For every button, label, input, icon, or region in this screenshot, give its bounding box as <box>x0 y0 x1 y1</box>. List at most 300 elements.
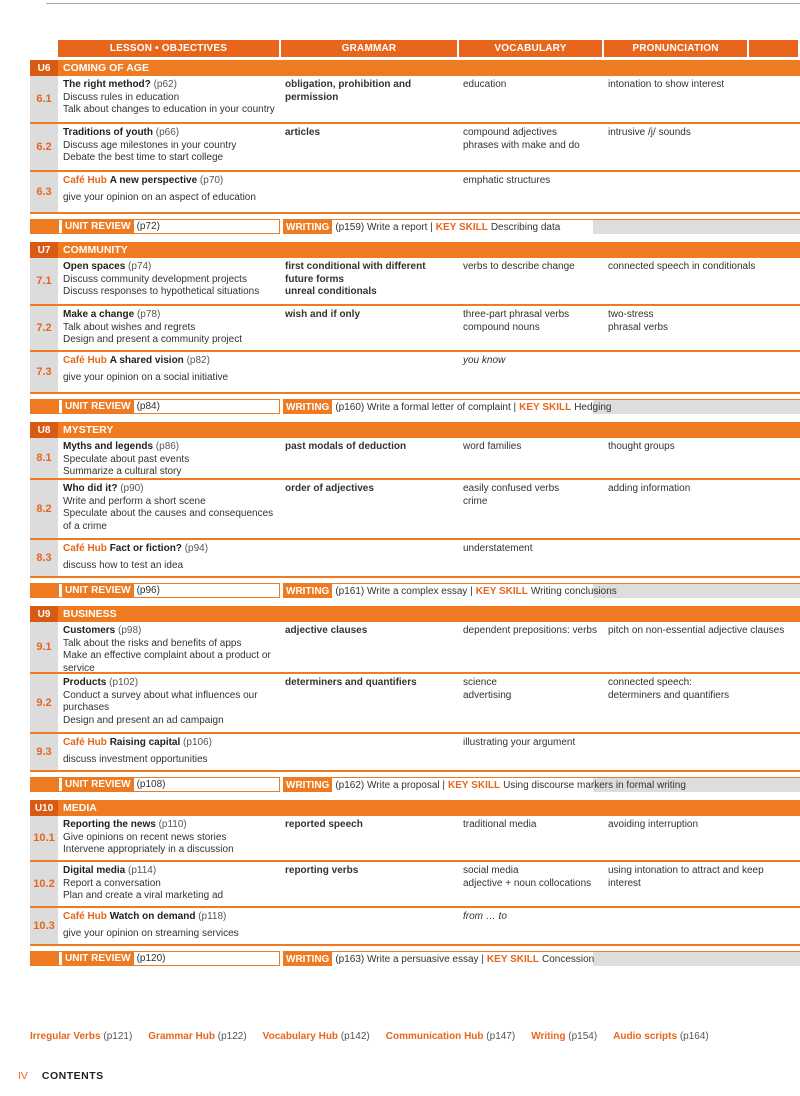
pronunciation-item: determiners and quantifiers <box>608 689 730 701</box>
lesson-title: Customers <box>63 625 116 636</box>
review-spacer <box>30 399 58 414</box>
unit-code: U8 <box>30 422 58 438</box>
footer-link[interactable] <box>531 1031 597 1042</box>
vocabulary-item: illustrating your argument <box>463 737 576 748</box>
writing-page: (p159) Write a report | <box>335 221 433 233</box>
lesson-title: Open spaces <box>63 261 126 272</box>
unit-review[interactable] <box>58 219 280 234</box>
lesson-number: 6.2 <box>30 124 58 170</box>
writing-review[interactable] <box>283 399 800 414</box>
vocabulary-cell <box>458 862 603 906</box>
objective: Discuss responses to hypothetical situations <box>63 286 260 297</box>
objective: Talk about the risks and benefits of apps <box>63 637 242 649</box>
grammar-item: past modals of deduction <box>285 441 407 452</box>
grammar-cell <box>280 258 458 304</box>
lesson-title-line <box>63 865 280 878</box>
lesson-title-line <box>63 355 280 368</box>
unit-header <box>30 422 800 438</box>
pronunciation-item: using intonation to attract and keep interest <box>608 865 764 889</box>
objective: Speculate about the causes and consequences of a crime <box>63 508 274 532</box>
lesson-row <box>30 258 800 306</box>
writing-label: WRITING <box>283 220 332 234</box>
unit-title: BUSINESS <box>63 608 117 620</box>
footer-link[interactable] <box>30 1031 132 1042</box>
lesson-title: Who did it? <box>63 483 118 494</box>
lesson-row <box>30 674 800 734</box>
key-skill-label: KEY SKILL <box>435 221 488 233</box>
lesson-title-line <box>63 309 280 322</box>
writing-label: WRITING <box>283 952 332 966</box>
lesson-row <box>30 172 800 214</box>
pronunciation-cell <box>603 352 800 392</box>
objective: Discuss age milestones in your country <box>63 139 237 151</box>
pronunciation-cell <box>603 306 800 350</box>
section-title: CONTENTS <box>41 1070 104 1082</box>
writing-label: WRITING <box>283 778 332 792</box>
lesson-row <box>30 540 800 578</box>
vocabulary-item: dependent prepositions: verbs <box>463 625 597 636</box>
lesson-row <box>30 734 800 772</box>
writing-page: (p161) Write a complex essay | <box>335 585 473 597</box>
grammar-item: order of adjectives <box>285 483 374 494</box>
unit-review-label: UNIT REVIEW <box>62 952 134 965</box>
lesson-page: (p66) <box>155 127 180 138</box>
pronunciation-item: connected speech: <box>608 677 692 688</box>
vocabulary-cell <box>458 540 603 576</box>
vocabulary-cell <box>458 172 603 212</box>
unit-review-label: UNIT REVIEW <box>62 778 134 791</box>
footer-link-page: (p154) <box>568 1031 598 1042</box>
unit-review-row <box>30 951 800 966</box>
lesson-title-line <box>63 625 280 638</box>
vocabulary-item: three-part phrasal verbs <box>463 309 570 320</box>
vocabulary-cell <box>458 306 603 350</box>
cafe-hub-label: Café Hub <box>63 355 107 366</box>
lesson-number: 6.1 <box>30 76 58 122</box>
unit-review-page: (p96) <box>136 585 160 596</box>
lesson-objectives <box>58 352 280 392</box>
lesson-objectives <box>58 908 280 944</box>
footer-link[interactable] <box>263 1031 370 1042</box>
objective: Design and present an ad campaign <box>63 714 224 726</box>
lesson-objectives <box>58 674 280 732</box>
lesson-objectives <box>58 816 280 860</box>
vocabulary-cell <box>458 622 603 672</box>
header-lesson: LESSON • OBJECTIVES <box>58 40 279 57</box>
key-skill-text: Concession <box>541 953 595 965</box>
unit-code: U6 <box>30 60 58 76</box>
grammar-item: obligation, prohibition and permission <box>285 79 412 103</box>
grammar-item: first conditional with different future forms <box>285 261 426 285</box>
vocabulary-item: emphatic structures <box>463 175 551 186</box>
header-grammar: GRAMMAR <box>281 40 457 57</box>
vocabulary-cell <box>458 674 603 732</box>
key-skill-text: Using discourse markers in formal writing <box>503 779 686 791</box>
vocabulary-item: you know <box>463 355 506 366</box>
lesson-title: Products <box>63 677 107 688</box>
objective: Make an effective complaint about a product or service <box>63 650 271 674</box>
review-spacer <box>30 219 58 234</box>
lesson-number: 8.3 <box>30 540 58 576</box>
pronunciation-cell <box>603 540 800 576</box>
writing-page: (p162) Write a proposal | <box>335 779 446 791</box>
lesson-number: 6.3 <box>30 172 58 212</box>
key-skill-text: Writing conclusions <box>530 585 617 597</box>
lesson-title-line <box>63 677 280 690</box>
objective: Report a conversation <box>63 877 161 889</box>
footer-link-page: (p164) <box>679 1031 709 1042</box>
vocabulary-cell <box>458 76 603 122</box>
unit-title: COMING OF AGE <box>63 62 149 74</box>
lesson-page: (p118) <box>198 911 227 922</box>
vocabulary-item: easily confused verbs <box>463 483 560 494</box>
vocabulary-item: education <box>463 79 507 90</box>
unit-code: U9 <box>30 606 58 622</box>
vocabulary-item: word families <box>463 441 522 452</box>
objective: Speculate about past events <box>63 453 190 465</box>
lesson-objectives <box>58 862 280 906</box>
lesson-objectives <box>58 172 280 212</box>
lesson-row <box>30 862 800 908</box>
vocabulary-item: science <box>463 677 497 688</box>
page-footer <box>18 1070 104 1082</box>
objective: give your opinion on a social initiative <box>63 371 229 383</box>
unit-review[interactable] <box>58 583 280 598</box>
writing-review[interactable] <box>283 951 800 966</box>
unit-review[interactable] <box>58 777 280 792</box>
pronunciation-cell <box>603 674 800 732</box>
unit-review-page: (p108) <box>136 779 166 790</box>
objective: discuss investment opportunities <box>63 753 208 765</box>
lesson-row <box>30 438 800 480</box>
lesson-row <box>30 480 800 540</box>
lesson-page: (p78) <box>136 309 161 320</box>
unit-review-label: UNIT REVIEW <box>62 400 134 413</box>
vocabulary-item: social media <box>463 865 519 876</box>
vocabulary-cell <box>458 258 603 304</box>
lesson-title: Fact or fiction? <box>109 543 182 554</box>
header-vocabulary: VOCABULARY <box>459 40 602 57</box>
lesson-page: (p106) <box>183 737 212 748</box>
pronunciation-item: thought groups <box>608 441 675 452</box>
vocabulary-item: advertising <box>463 689 512 701</box>
lesson-title-line <box>63 79 280 92</box>
pronunciation-item: connected speech in conditionals <box>608 261 756 272</box>
top-rule <box>46 3 800 4</box>
lesson-page: (p86) <box>155 441 180 452</box>
pronunciation-cell <box>603 862 800 906</box>
pronunciation-cell <box>603 258 800 304</box>
lesson-page: (p82) <box>186 355 210 366</box>
pronunciation-item: adding information <box>608 483 691 494</box>
vocabulary-cell <box>458 480 603 538</box>
unit-code: U10 <box>30 800 58 816</box>
vocabulary-cell <box>458 438 603 478</box>
vocabulary-item: compound adjectives <box>463 127 557 138</box>
unit-title: COMMUNITY <box>63 244 128 256</box>
pronunciation-cell <box>603 480 800 538</box>
writing-review[interactable] <box>283 583 800 598</box>
lesson-row <box>30 816 800 862</box>
objective: Design and present a community project <box>63 334 242 345</box>
objective: Conduct a survey about what influences our purchases <box>63 689 258 713</box>
unit-review-page: (p84) <box>136 401 160 412</box>
unit-header <box>30 606 800 622</box>
grammar-item: reported speech <box>285 819 363 830</box>
grammar-cell <box>280 306 458 350</box>
lesson-title-line <box>63 911 280 924</box>
footer-link-label: Vocabulary Hub <box>262 1031 339 1042</box>
footer-link-label: Irregular Verbs <box>30 1031 101 1042</box>
vocabulary-cell <box>458 352 603 392</box>
vocabulary-item: from … to <box>463 911 507 922</box>
objective: give your opinion on streaming services <box>63 927 239 939</box>
lesson-page: (p114) <box>128 865 157 876</box>
grammar-cell <box>280 734 458 770</box>
unit-review-label: UNIT REVIEW <box>62 584 134 597</box>
lesson-page: (p74) <box>128 261 152 272</box>
grammar-cell <box>280 352 458 392</box>
unit-review-row <box>30 583 800 598</box>
grammar-cell <box>280 438 458 478</box>
cafe-hub-label: Café Hub <box>63 737 107 748</box>
lesson-title: Raising capital <box>109 737 181 748</box>
pronunciation-item: two-stress <box>608 309 654 320</box>
writing-review[interactable] <box>283 777 800 792</box>
lesson-objectives <box>58 480 280 538</box>
lesson-title-line <box>63 737 280 750</box>
lesson-title-line <box>63 261 280 274</box>
pronunciation-cell <box>603 734 800 770</box>
key-skill-label: KEY SKILL <box>486 953 539 965</box>
lesson-page: (p70) <box>199 175 224 186</box>
writing-page: (p160) Write a formal letter of complaint | <box>335 401 517 413</box>
lesson-objectives <box>58 306 280 350</box>
column-headers <box>58 40 800 57</box>
grammar-item: articles <box>285 127 321 138</box>
lesson-title: The right method? <box>63 79 151 90</box>
footer-link[interactable] <box>148 1031 246 1042</box>
vocabulary-cell <box>458 124 603 170</box>
key-skill-text: Hedging <box>574 401 612 413</box>
footer-link-label: Communication Hub <box>385 1031 484 1042</box>
unit-title: MYSTERY <box>63 424 114 436</box>
cafe-hub-label: Café Hub <box>63 175 107 186</box>
lesson-page: (p94) <box>184 543 209 554</box>
vocabulary-cell <box>458 908 603 944</box>
vocabulary-item: compound nouns <box>463 321 540 333</box>
cafe-hub-label: Café Hub <box>63 543 107 554</box>
unit-code: U7 <box>30 242 58 258</box>
unit-review[interactable] <box>58 951 280 966</box>
unit-header <box>30 60 800 76</box>
objective: Write and perform a short scene <box>63 495 206 507</box>
lesson-objectives <box>58 76 280 122</box>
key-skill-label: KEY SKILL <box>448 779 501 791</box>
lesson-page: (p62) <box>153 79 177 90</box>
lesson-title: Traditions of youth <box>63 127 153 138</box>
footer-link-page: (p147) <box>486 1031 516 1042</box>
lesson-objectives <box>58 734 280 770</box>
vocabulary-item: adjective + noun collocations <box>463 877 592 889</box>
lesson-page: (p98) <box>118 625 142 636</box>
objective: Intervene appropriately in a discussion <box>63 844 234 855</box>
vocabulary-item: verbs to describe change <box>463 261 575 272</box>
unit-review-label: UNIT REVIEW <box>62 220 134 233</box>
vocabulary-item: understatement <box>463 543 533 554</box>
header-extra <box>749 40 798 57</box>
lesson-number: 10.1 <box>30 816 58 860</box>
grammar-cell <box>280 540 458 576</box>
grammar-item: unreal conditionals <box>285 286 377 297</box>
pronunciation-cell <box>603 816 800 860</box>
pronunciation-item: phrasal verbs <box>608 321 669 333</box>
vocabulary-cell <box>458 734 603 770</box>
footer-link-label: Grammar Hub <box>148 1031 215 1042</box>
grammar-cell <box>280 908 458 944</box>
unit-title: MEDIA <box>63 802 97 814</box>
key-skill-text: Describing data <box>490 221 561 233</box>
lesson-title: Digital media <box>63 865 126 876</box>
writing-label: WRITING <box>283 584 332 598</box>
lesson-row <box>30 306 800 352</box>
writing-page: (p163) Write a persuasive essay | <box>335 953 484 965</box>
unit-review-row <box>30 777 800 792</box>
lesson-row <box>30 124 800 172</box>
lesson-title: Watch on demand <box>109 911 196 922</box>
pronunciation-cell <box>603 172 800 212</box>
objective: Discuss rules in education <box>63 91 180 103</box>
lesson-number: 10.3 <box>30 908 58 944</box>
unit-header <box>30 242 800 258</box>
lesson-number: 8.2 <box>30 480 58 538</box>
key-skill-label: KEY SKILL <box>519 401 572 413</box>
lesson-title-line <box>63 127 280 140</box>
objective: Talk about changes to education in your country <box>63 104 275 115</box>
objective: discuss how to test an idea <box>63 559 184 571</box>
pronunciation-cell <box>603 622 800 672</box>
lesson-row <box>30 76 800 124</box>
lesson-page: (p102) <box>109 677 139 688</box>
footer-link[interactable] <box>386 1031 515 1042</box>
page-number: IV <box>18 1070 28 1082</box>
grammar-cell <box>280 480 458 538</box>
lesson-page: (p110) <box>158 819 187 830</box>
vocabulary-item: phrases with make and do <box>463 139 580 151</box>
lesson-row <box>30 352 800 394</box>
lesson-title-line <box>63 441 280 454</box>
cafe-hub-label: Café Hub <box>63 911 107 922</box>
footer-link[interactable] <box>613 1031 709 1042</box>
footer-link-page: (p142) <box>340 1031 370 1042</box>
lesson-title: Reporting the news <box>63 819 156 830</box>
units-table <box>30 58 800 966</box>
footer-link-label: Audio scripts <box>613 1031 678 1042</box>
footer-link-label: Writing <box>531 1031 566 1042</box>
writing-review[interactable] <box>283 219 800 234</box>
header-pronunciation: PRONUNCIATION <box>604 40 747 57</box>
lesson-title-line <box>63 819 280 832</box>
key-skill-label: KEY SKILL <box>475 585 528 597</box>
unit-header <box>30 800 800 816</box>
vocabulary-item: crime <box>463 495 488 507</box>
vocabulary-item: traditional media <box>463 819 537 830</box>
pronunciation-cell <box>603 124 800 170</box>
lesson-objectives <box>58 124 280 170</box>
lesson-number: 9.3 <box>30 734 58 770</box>
footer-link-page: (p121) <box>103 1031 133 1042</box>
lesson-objectives <box>58 438 280 478</box>
lesson-row <box>30 622 800 674</box>
footer-link-page: (p122) <box>217 1031 247 1042</box>
lesson-title-line <box>63 483 280 496</box>
pronunciation-item: pitch on non-essential adjective clauses <box>608 625 785 636</box>
lesson-objectives <box>58 258 280 304</box>
footer-links <box>30 1031 709 1042</box>
lesson-number: 8.1 <box>30 438 58 478</box>
objective: Debate the best time to start college <box>63 152 224 163</box>
lesson-number: 7.3 <box>30 352 58 392</box>
pronunciation-cell <box>603 908 800 944</box>
lesson-number: 10.2 <box>30 862 58 906</box>
review-spacer <box>30 951 58 966</box>
writing-label: WRITING <box>283 400 332 414</box>
grammar-item: determiners and quantifiers <box>285 677 417 688</box>
objective: Talk about wishes and regrets <box>63 321 196 333</box>
unit-review-row <box>30 399 800 414</box>
unit-review-row <box>30 219 800 234</box>
grammar-cell <box>280 622 458 672</box>
objective: Give opinions on recent news stories <box>63 831 227 843</box>
unit-review[interactable] <box>58 399 280 414</box>
unit-review-page: (p120) <box>136 953 166 964</box>
objective: Summarize a cultural story <box>63 466 182 477</box>
pronunciation-cell <box>603 76 800 122</box>
grammar-item: wish and if only <box>285 309 361 320</box>
objective: Plan and create a viral marketing ad <box>63 890 224 901</box>
lesson-title: Make a change <box>63 309 135 320</box>
grammar-item: reporting verbs <box>285 865 359 876</box>
lesson-title: A shared vision <box>109 355 184 366</box>
grammar-cell <box>280 862 458 906</box>
pronunciation-item: intonation to show interest <box>608 79 725 90</box>
lesson-page: (p90) <box>120 483 144 494</box>
lesson-number: 7.1 <box>30 258 58 304</box>
lesson-title-line <box>63 543 280 556</box>
review-spacer <box>30 583 58 598</box>
grammar-cell <box>280 124 458 170</box>
objective: Discuss community development projects <box>63 273 247 285</box>
lesson-number: 9.1 <box>30 622 58 672</box>
pronunciation-cell <box>603 438 800 478</box>
vocabulary-cell <box>458 816 603 860</box>
review-spacer <box>30 777 58 792</box>
grammar-cell <box>280 816 458 860</box>
grammar-item: adjective clauses <box>285 625 368 636</box>
lesson-row <box>30 908 800 946</box>
lesson-number: 9.2 <box>30 674 58 732</box>
grammar-cell <box>280 674 458 732</box>
lesson-title: Myths and legends <box>63 441 154 452</box>
lesson-objectives <box>58 622 280 672</box>
lesson-objectives <box>58 540 280 576</box>
lesson-title-line <box>63 175 280 188</box>
lesson-title: A new perspective <box>109 175 198 186</box>
objective: give your opinion on an aspect of education <box>63 191 256 203</box>
pronunciation-item: avoiding interruption <box>608 819 699 830</box>
unit-review-page: (p72) <box>136 221 160 232</box>
pronunciation-item: intrusive /j/ sounds <box>608 127 691 138</box>
